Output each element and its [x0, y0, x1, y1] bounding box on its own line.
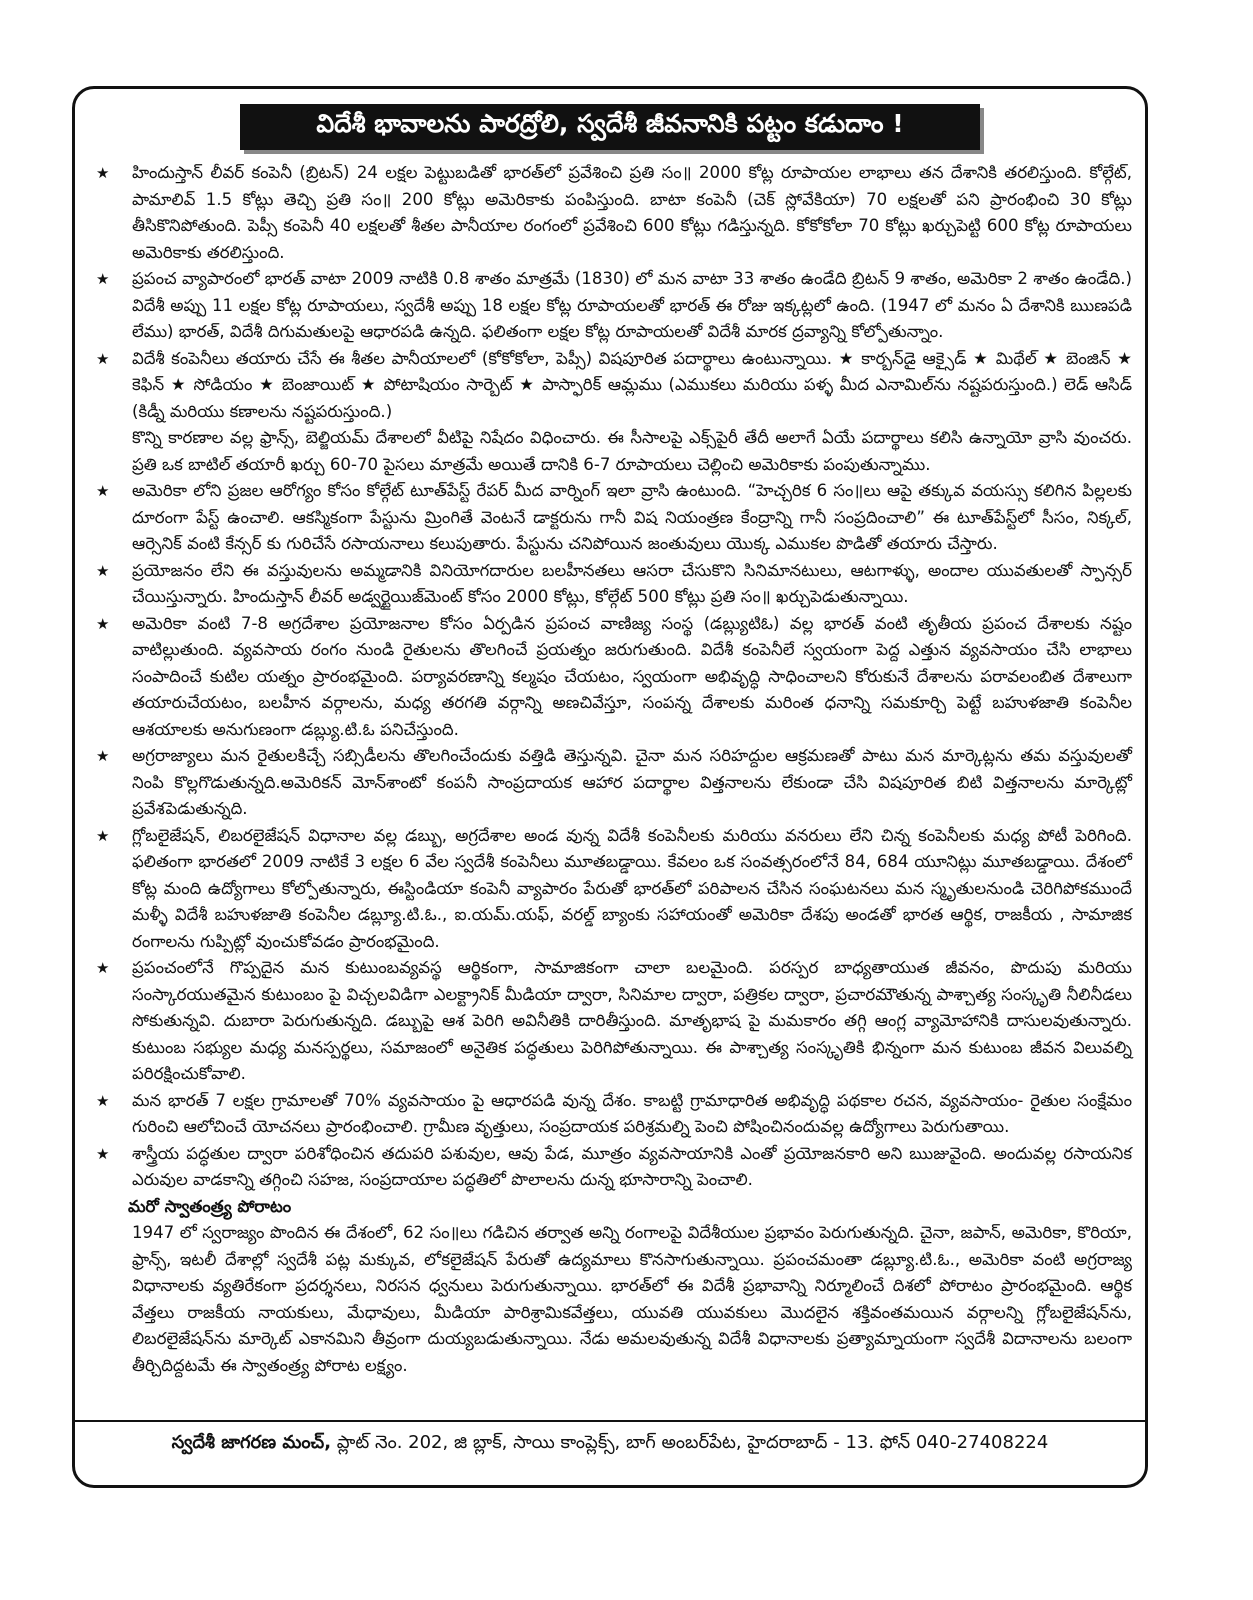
section-text: 1947 లో స్వరాజ్యం పొందిన ఈ దేశంలో, 62 సం॥లు గడిచిన తర్వాత అన్ని రంగాలపై విదేశీయుల ప్రభావం పెరుగుతున్నది. చైనా, జపాన్, అమెరికా, కొరియా, ఫ్రాన్స్, ఇటలీ దేశాల్లో స్వదేశీ పట్ల మక్కువ, లోకలైజేషన్ పేరుతో ఉద్యమాలు కొనసాగుతున్నాయి. ప్రపంచమంతా డబ్ల్యూ.టి.ఓ., అమెరికా వంటి అగ్రరాజ్య విధానాలకు వ్యతిరేకంగా ప్రదర్శనలు, నిరసన ధ్వనులు పెరుగుతున్నాయి. భారత్‌లో ఈ విదేశీ ప్రభావాన్ని నిర్మూలించే దిశలో పోరాటం ప్రారంభమైంది. ఆర్థిక వేత్తలు రాజకీయ నాయకులు, మేధావులు, మీడియా పారిశ్రామికవేత్తలు, యువతి యువకులు మొదలైన శక్తివంతమయిన వర్గాలన్ని గ్లోబలైజేషన్‌ను, లిబరలైజేషన్‌ను మార్కెట్ ఎకానమిని తీవ్రంగా దుయ్యబడుతున్నాయి. నేడు అమలవుతున్న విదేశీ విధానాలకు ప్రత్యామ్నాయంగా స్వదేశీ విదానాలను బలంగా తీర్చిదిద్దటమే ఈ స్వాతంత్ర్య పోరాట లక్ష్యం. — [132, 1223, 1132, 1375]
list-item-text: హిందుస్తాన్ లీవర్ కంపెనీ (బ్రిటన్) 24 లక్షల పెట్టుబడితో భారత్‌లో ప్రవేశించి ప్రతి సం॥ 2000 కోట్ల రూపాయల లాభాలు తన దేశానికి తరలిస్తుంది. కోల్గేట్, పామాలివ్ 1.5 కోట్లు తెచ్చి ప్రతి సం॥ 200 కోట్లు అమెరికాకు పంపిస్తుంది. బాటా కంపెనీ (చెక్ స్లోవేకియా) 70 లక్షలతో పని ప్రారంభించి 30 కోట్లు తీసికొనిపోతుంది. పెప్సీ కంపెనీ 40 లక్షలతో శీతల పానీయాల రంగంలో ప్రవేశించి 600 కోట్లు గడిస్తున్నది. కోకోకోలా 70 కోట్లు ఖర్చుపెట్టి 600 కోట్ల రూపాయలు అమెరికాకు తరలిస్తుంది. — [132, 163, 1132, 262]
list-item — [92, 160, 1132, 266]
bullet-list — [92, 160, 1132, 1194]
list-item-text: ప్రయోజనం లేని ఈ వస్తువులను అమ్మడానికి వినియోగదారుల బలహీనతలు ఆసరా చేసుకొని సినిమానటులు, ఆటగాళ్ళు, అందాల యువతులతో స్పాన్సర్ చేయిస్తున్నారు. హిందుస్తాన్ లీవర్ అడ్వర్టైయిజ్‌మెంట్ కోసం 2000 కోట్లు, కోల్గేట్ 500 కోట్లు ప్రతి సం॥ ఖర్చుపెడుతున్నాయి. — [132, 560, 1132, 606]
section-heading: మరో స్వాతంత్ర్య పోరాటం — [128, 1196, 292, 1216]
list-item-text: కొన్ని కారణాల వల్ల ఫ్రాన్స్, బెల్జియమ్ దేశాలలో వీటిపై నిషేదం విధించారు. ఈ సీసాలపై ఎక్స్‌పైరీ తేదీ అలాగే ఏయే పదార్థాలు కలిసి ఉన్నాయో వ్రాసి వుంచరు. ప్రతి ఒక బాటిల్ తయారీ ఖర్చు 60-70 పైసలు మాత్రమే అయితే దానికి 6-7 రూపాయలు చెల్లించి అమెరికాకు పంపుతున్నాము. — [132, 428, 1132, 474]
list-item-text: మన భారత్ 7 లక్షల గ్రామాలతో 70% వ్యవసాయం పై ఆధారపడి వున్న దేశం. కాబట్టి గ్రామాధారిత అభివృద్ధి పథకాల రచన, వ్యవసాయం- రైతుల సంక్షేమం గురించి ఆలోచించే యోచనలు ప్రారంభించాలి. గ్రామీణ వృత్తులు, సంప్రదాయక పరిశ్రమల్ని పెంచి పోషించినందువల్ల ఉద్యోగాలు పెరుగుతాయి. — [132, 1090, 1132, 1136]
list-item — [92, 955, 1132, 1088]
article-body — [92, 160, 1132, 1379]
list-item — [92, 1141, 1132, 1194]
list-item-text: ప్రపంచ వ్యాపారంలో భారత్ వాటా 2009 నాటికి 0.8 శాతం మాత్రమే (1830) లో మన వాటా 33 శాతం ఉండేది బ్రిటన్ 9 శాతం, అమెరికా 2 శాతం ఉండేది.) విదేశీ అప్పు 11 లక్షల కోట్ల రూపాయలు, స్వదేశీ అప్పు 18 లక్షల కోట్ల రూపాయలతో భారత్ ఈ రోజు ఇక్కట్లలో ఉంది. (1947 లో మనం ఏ దేశానికి ఋణపడి లేము) భారత్, విదేశీ దిగుమతులపై ఆధారపడి ఉన్నది. ఫలితంగా లక్షల కోట్ల రూపాయలతో విదేశీ మారక ద్రవ్యాన్ని కోల్పోతున్నాం. — [132, 269, 1132, 341]
star-bullet-icon: ★ — [96, 1091, 110, 1110]
list-item-text: గ్లోబలైజేషన్, లిబరలైజేషన్ విధానాల వల్ల డబ్బు, అగ్రదేశాల అండ వున్న విదేశీ కంపెనీలకు మరియు వనరులు లేని చిన్న కంపెనీలకు మధ్య పోటీ పెరిగింది. ఫలితంగా భారతలో 2009 నాటికే 3 లక్షల 6 వేల స్వదేశీ కంపెనీలు మూతబడ్డాయి. కేవలం ఒక సంవత్సరంలోనే 84, 684 యూనిట్లు మూతబడ్డాయి. దేశంలో కోట్ల మంది ఉద్యోగాలు కోల్పోతున్నారు, ఈస్టిండియా కంపెనీ వ్యాపారం పేరుతో భారత్‌లో పరిపాలన చేసిన సంఘటనలు మన స్మృతులనుండి చెరిగిపోకముందే మళ్ళీ విదేశీ బహుళజాతి కంపెనీల డబ్ల్యూ.టి.ఓ., ఐ.యమ్.యఫ్, వరల్డ్ బ్యాంకు సహాయంతో అమెరికా దేశపు అండతో భారత ఆర్థిక, రాజకీయ , సామాజిక రంగాలను గుప్పిట్లో వుంచుకోవడం ప్రారంభమైంది. — [132, 825, 1132, 951]
list-item-text: అమెరికా లోని ప్రజల ఆరోగ్యం కోసం కోల్గేట్ టూత్‌పేస్ట్ రేపర్ మీద వార్నింగ్ ఇలా వ్రాసి ఉంటుంది. “హెచ్చరిక 6 సం॥లు ఆపై తక్కువ వయస్సు కలిగిన పిల్లలకు దూరంగా పేస్ట్ ఉంచాలి. ఆకస్మికంగా పేస్టును మ్రింగితే వెంటనే డాక్టరును గానీ విష నియంత్రణ కేంద్రాన్ని గానీ సంప్రదించాలి” ఈ టూత్‌పేస్ట్‌లో సీసం, నిక్కల్, ఆర్సెనిక్ వంటి కేన్సర్ కు గురిచేసే రసాయనాలు కలుపుతారు. పేస్టును చనిపోయిన జంతువులు యొక్క ఎముకల పొడితో తయారు చేస్తారు. — [132, 481, 1132, 553]
footer-address: ప్లాట్ నెం. 202, జి బ్లాక్, సాయి కాంప్లెక్స్, బాగ్ అంబర్‌పేట, హైదరాబాద్ - 13. ఫోన్ 040-27408224 — [331, 1432, 1049, 1453]
list-item — [92, 823, 1132, 956]
footer-divider — [75, 1420, 1145, 1422]
list-item — [92, 558, 1132, 611]
star-bullet-icon: ★ — [96, 614, 110, 633]
star-bullet-icon: ★ — [96, 164, 110, 182]
list-item — [92, 743, 1132, 823]
list-item — [92, 346, 1132, 426]
star-bullet-icon: ★ — [96, 1144, 110, 1163]
list-item-text: అమెరికా వంటి 7-8 అగ్రదేశాల ప్రయోజనాల కోసం ఏర్పడిన ప్రపంచ వాణిజ్య సంస్థ (డబ్ల్యుటిఓ) వల్ల భారత్ వంటి తృతీయ ప్రపంచ దేశాలకు నష్టం వాటిల్లుతుంది. వ్యవసాయ రంగం నుండి రైతులను తొలగించే ప్రయత్నం జరుగుతుంది. విదేశీ కంపెనీలే స్వయంగా పెద్ద ఎత్తున వ్యవసాయం చేసి లాభాలు సంపాదించే కుటిల యత్నం ప్రారంభమైంది. పర్యావరణాన్ని కల్మషం చేయటం, స్వయంగా అభివృద్ధి సాధించాలని కోరుకునే దేశాలను పరావలంబిత దేశాలుగా తయారుచేయటం, బలహీన వర్గాలను, మధ్య తరగతి వర్గాన్ని అణచివేస్తూ, సంపన్న దేశాలకు మరింత ధనాన్ని సమకూర్చి పెట్టే బహుళజాతి కంపెనీల ఆశయాలకు అనుగుణంగా డబ్ల్యు.టి.ఓ పనిచేస్తుంది. — [132, 613, 1132, 739]
star-bullet-icon: ★ — [96, 349, 110, 368]
list-item — [92, 478, 1132, 558]
page-title: విదేశీ భావాలను పారద్రోలి, స్వదేశీ జీవనానికి పట్టం కడుదాం ! — [240, 104, 980, 150]
list-item — [92, 1088, 1132, 1141]
star-bullet-icon: ★ — [96, 482, 110, 500]
list-item — [92, 611, 1132, 744]
list-item-text: శాస్త్రీయ పద్ధతుల ద్వారా పరిశోధించిన తదుపరి పశువుల, ఆవు పేడ, మూత్రం వ్యవసాయానికి ఎంతో ప్రయోజనకారి అని ఋజువైంది. అందువల్ల రసాయనిక ఎరువుల వాడకాన్ని తగ్గించి సహజ, సంప్రదాయాల పద్ధతిలో పొలాలను దున్న భూసారాన్ని పెంచాలి. — [132, 1143, 1132, 1189]
list-item-text: విదేశీ కంపెనీలు తయారు చేసే ఈ శీతల పానీయాలలో (కోకోకోలా, పెప్సీ) విషపూరిత పదార్థాలు ఉంటున్నాయి. ★ కార్బన్‌డై ఆక్సైడ్ ★ మిథేల్ ★ బెంజిన్ ★ కెఫిన్ ★ సోడియం ★ బెంజాయిట్ ★ పోటాషియం సార్బెట్ ★ పాస్ఫారిక్ ఆమ్లము (ఎముకలు మరియు పళ్ళ మీద ఎనామిల్‌ను నష్టపరుస్తుంది.) లెడ్ ఆసిడ్ (కిడ్నీ మరియు కణాలను నష్టపరుస్తుంది.) — [132, 348, 1132, 421]
section-paragraph — [92, 1220, 1132, 1379]
list-item — [92, 425, 1132, 478]
list-item-text: అగ్రరాజ్యాలు మన రైతులకిచ్చే సబ్సిడీలను తొలగించేందుకు వత్తిడి తెస్తున్నవి. చైనా మన సరిహద్దుల ఆక్రమణతో పాటు మన మార్కెట్లను తమ వస్తువులతో నింపి కొల్లగొడుతున్నది.అమెరికన్ మోన్‌శాంటో కంపనీ సాంప్రదాయక ఆహార పదార్థాల విత్తనాలను లేకుండా చేసి విషపూరిత బిటి విత్తనాలను మార్కెట్లో ప్రవేశపెడుతున్నది. — [132, 746, 1132, 818]
list-item — [92, 266, 1132, 346]
footer-org: స్వదేశీ జాగరణ మంచ్, — [171, 1432, 332, 1453]
footer — [72, 1432, 1148, 1457]
star-bullet-icon: ★ — [96, 561, 110, 580]
list-item-text: ప్రపంచంలోనే గొప్పదైన మన కుటుంబవ్యవస్థ ఆర్థికంగా, సామాజికంగా చాలా బలమైంది. పరస్పర బాధ్యతాయుత జీవనం, పొదుపు మరియు సంస్కారయుతమైన కుటుంబం పై విచ్చలవిడిగా ఎలక్ట్రానిక్ మీడియా ద్వారా, సినిమాల ద్వారా, పత్రికల ద్వారా, ప్రచారమౌతున్న పాశ్చాత్య సంస్కృతి నీలినీడలు సోకుతున్నవి. దుబారా పెరుగుతున్నది. డబ్బుపై ఆశ పెరిగి అవినీతికి దారితీస్తుంది. మాతృభాష పై మమకారం తగ్గి ఆంగ్ల వ్యామోహానికి దాసులవుతున్నారు. కుటుంబ సభ్యుల మధ్య మనస్పర్థలు, సమాజంలో అనైతిక పద్ధతులు పెరిగిపోతున్నాయి. ఈ పాశ్చాత్య సంస్కృతికి భిన్నంగా మన కుటుంబ జీవన విలువల్ని పరిరక్షించుకోవాలి. — [132, 958, 1133, 1083]
star-bullet-icon: ★ — [96, 826, 110, 845]
star-bullet-icon: ★ — [96, 747, 110, 765]
star-bullet-icon: ★ — [96, 270, 110, 288]
bullet-spacer — [92, 425, 132, 478]
star-bullet-icon: ★ — [96, 959, 110, 977]
